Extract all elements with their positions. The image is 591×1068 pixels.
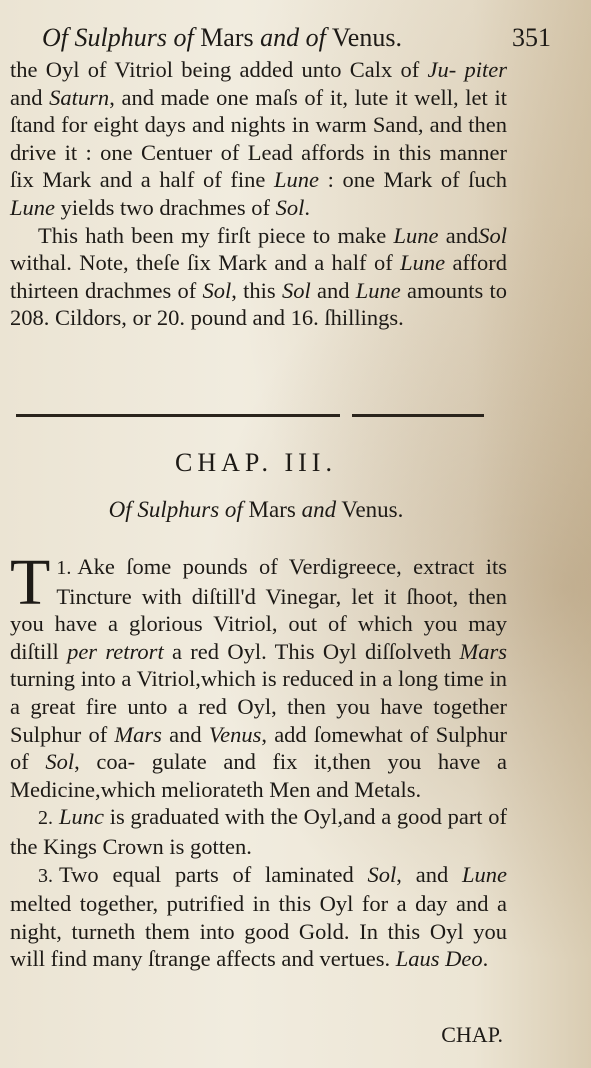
italic-word: Lune [393,222,439,248]
divider-rule-right [352,414,484,417]
running-head-roman-b: Venus. [325,23,402,52]
top-text-block [10,56,507,332]
divider-rule-left [16,414,340,417]
chapter-subtitle-roman-b: Venus. [336,497,404,522]
italic-word: Sol [45,749,75,775]
italic-word: piter [464,57,508,82]
page-number: 351 [512,23,551,52]
italic-word: Lune [462,861,507,887]
section-2-number: 2. [38,807,53,830]
italic-word: Sol [367,861,397,887]
chapter-text-block [10,546,508,973]
italic-word: Lune [10,194,55,220]
italic-word: Lune [355,277,401,303]
running-head-roman-a: Mars [193,23,261,52]
italic-word: Sol [478,222,508,248]
section-2 [10,803,507,860]
chapter-subtitle-italic-b: and [301,497,337,522]
italic-word: Mars [114,721,162,747]
section-3 [10,861,507,973]
section-2-text: Lunc is graduated with the Oyl,and a good part of the Kings Crown is gotten. [10,804,507,859]
catchword: CHAP. [441,1022,503,1047]
italic-word: Sol [202,277,232,303]
second-paragraph: This hath been my firſt piece to make Lune andSol withal. Note, theſe ſix Mark and a half of Lune afford thirteen drachmes of Sol, this Sol and Lune amounts to 208. Cildors, or 20. pound and 16. ſhillings. [10,222,508,331]
italic-word: Lune [273,167,319,193]
top-paragraph: the Oyl of Vitriol being added unto Calx of Ju- piter and Saturn, and made one maſs of it, lute it well, let it ſtand for eight days and nights in warm Sand, and then drive it : one Centuer of Lead affords in this manner ſix Mark and a half of fine Lune : one Mark of ſuch Lune yields two drachmes of Sol. [10,57,508,220]
chapter-title: CHAP. III. [175,448,337,477]
italic-word: per retrort [67,638,164,664]
chapter-subtitle-roman-a: Mars [242,497,302,522]
drop-cap: T [10,546,51,619]
running-head-italic-b: and of [260,23,326,52]
italic-word: Lunc [59,804,104,830]
italic-word: Venus [208,721,262,747]
italic-word: Saturn [49,84,110,110]
section-3-text: Two equal parts of laminated Sol, and Lune melted together, putrified in this Oyl for a day and a night, turneth them into good Gold. In this Oyl you will find many ſtrange affects and vertues. Laus Deo. [10,861,508,972]
italic-word: Laus Deo [395,946,483,972]
chapter-subtitle [0,497,512,523]
running-head [42,22,551,54]
chapter-subtitle-italic-a: Of Sulphurs of [108,497,243,522]
running-head-italic-a: Of Sulphurs of [42,23,194,52]
section-3-number: 3. [38,864,53,887]
italic-word: Mars [459,638,508,664]
section-1-number: 1. [56,557,72,579]
italic-word: Sol [281,277,311,303]
italic-word: Sol [275,194,305,220]
section-1 [10,546,508,803]
section-1-text: Ake ſome pounds of Verdigreece, extract its Tincture with diſtill'd Vinegar, let it ſhoot, then you have a glorious Vitriol, out of which you may diſtill per retrort a red Oyl. This Oyl diſſolveth Mars turning into a Vitriol,which is reduced in a long time in a great fire unto a red Oyl, then you have together Sulphur of Mars and Venus, add ſomewhat of Sulphur of Sol, coa- gulate and fix it,then you have a Medicine,which meliorateth Men and Metals. [10,554,508,802]
italic-word: Ju- [427,57,457,82]
italic-word: Lune [400,250,446,276]
